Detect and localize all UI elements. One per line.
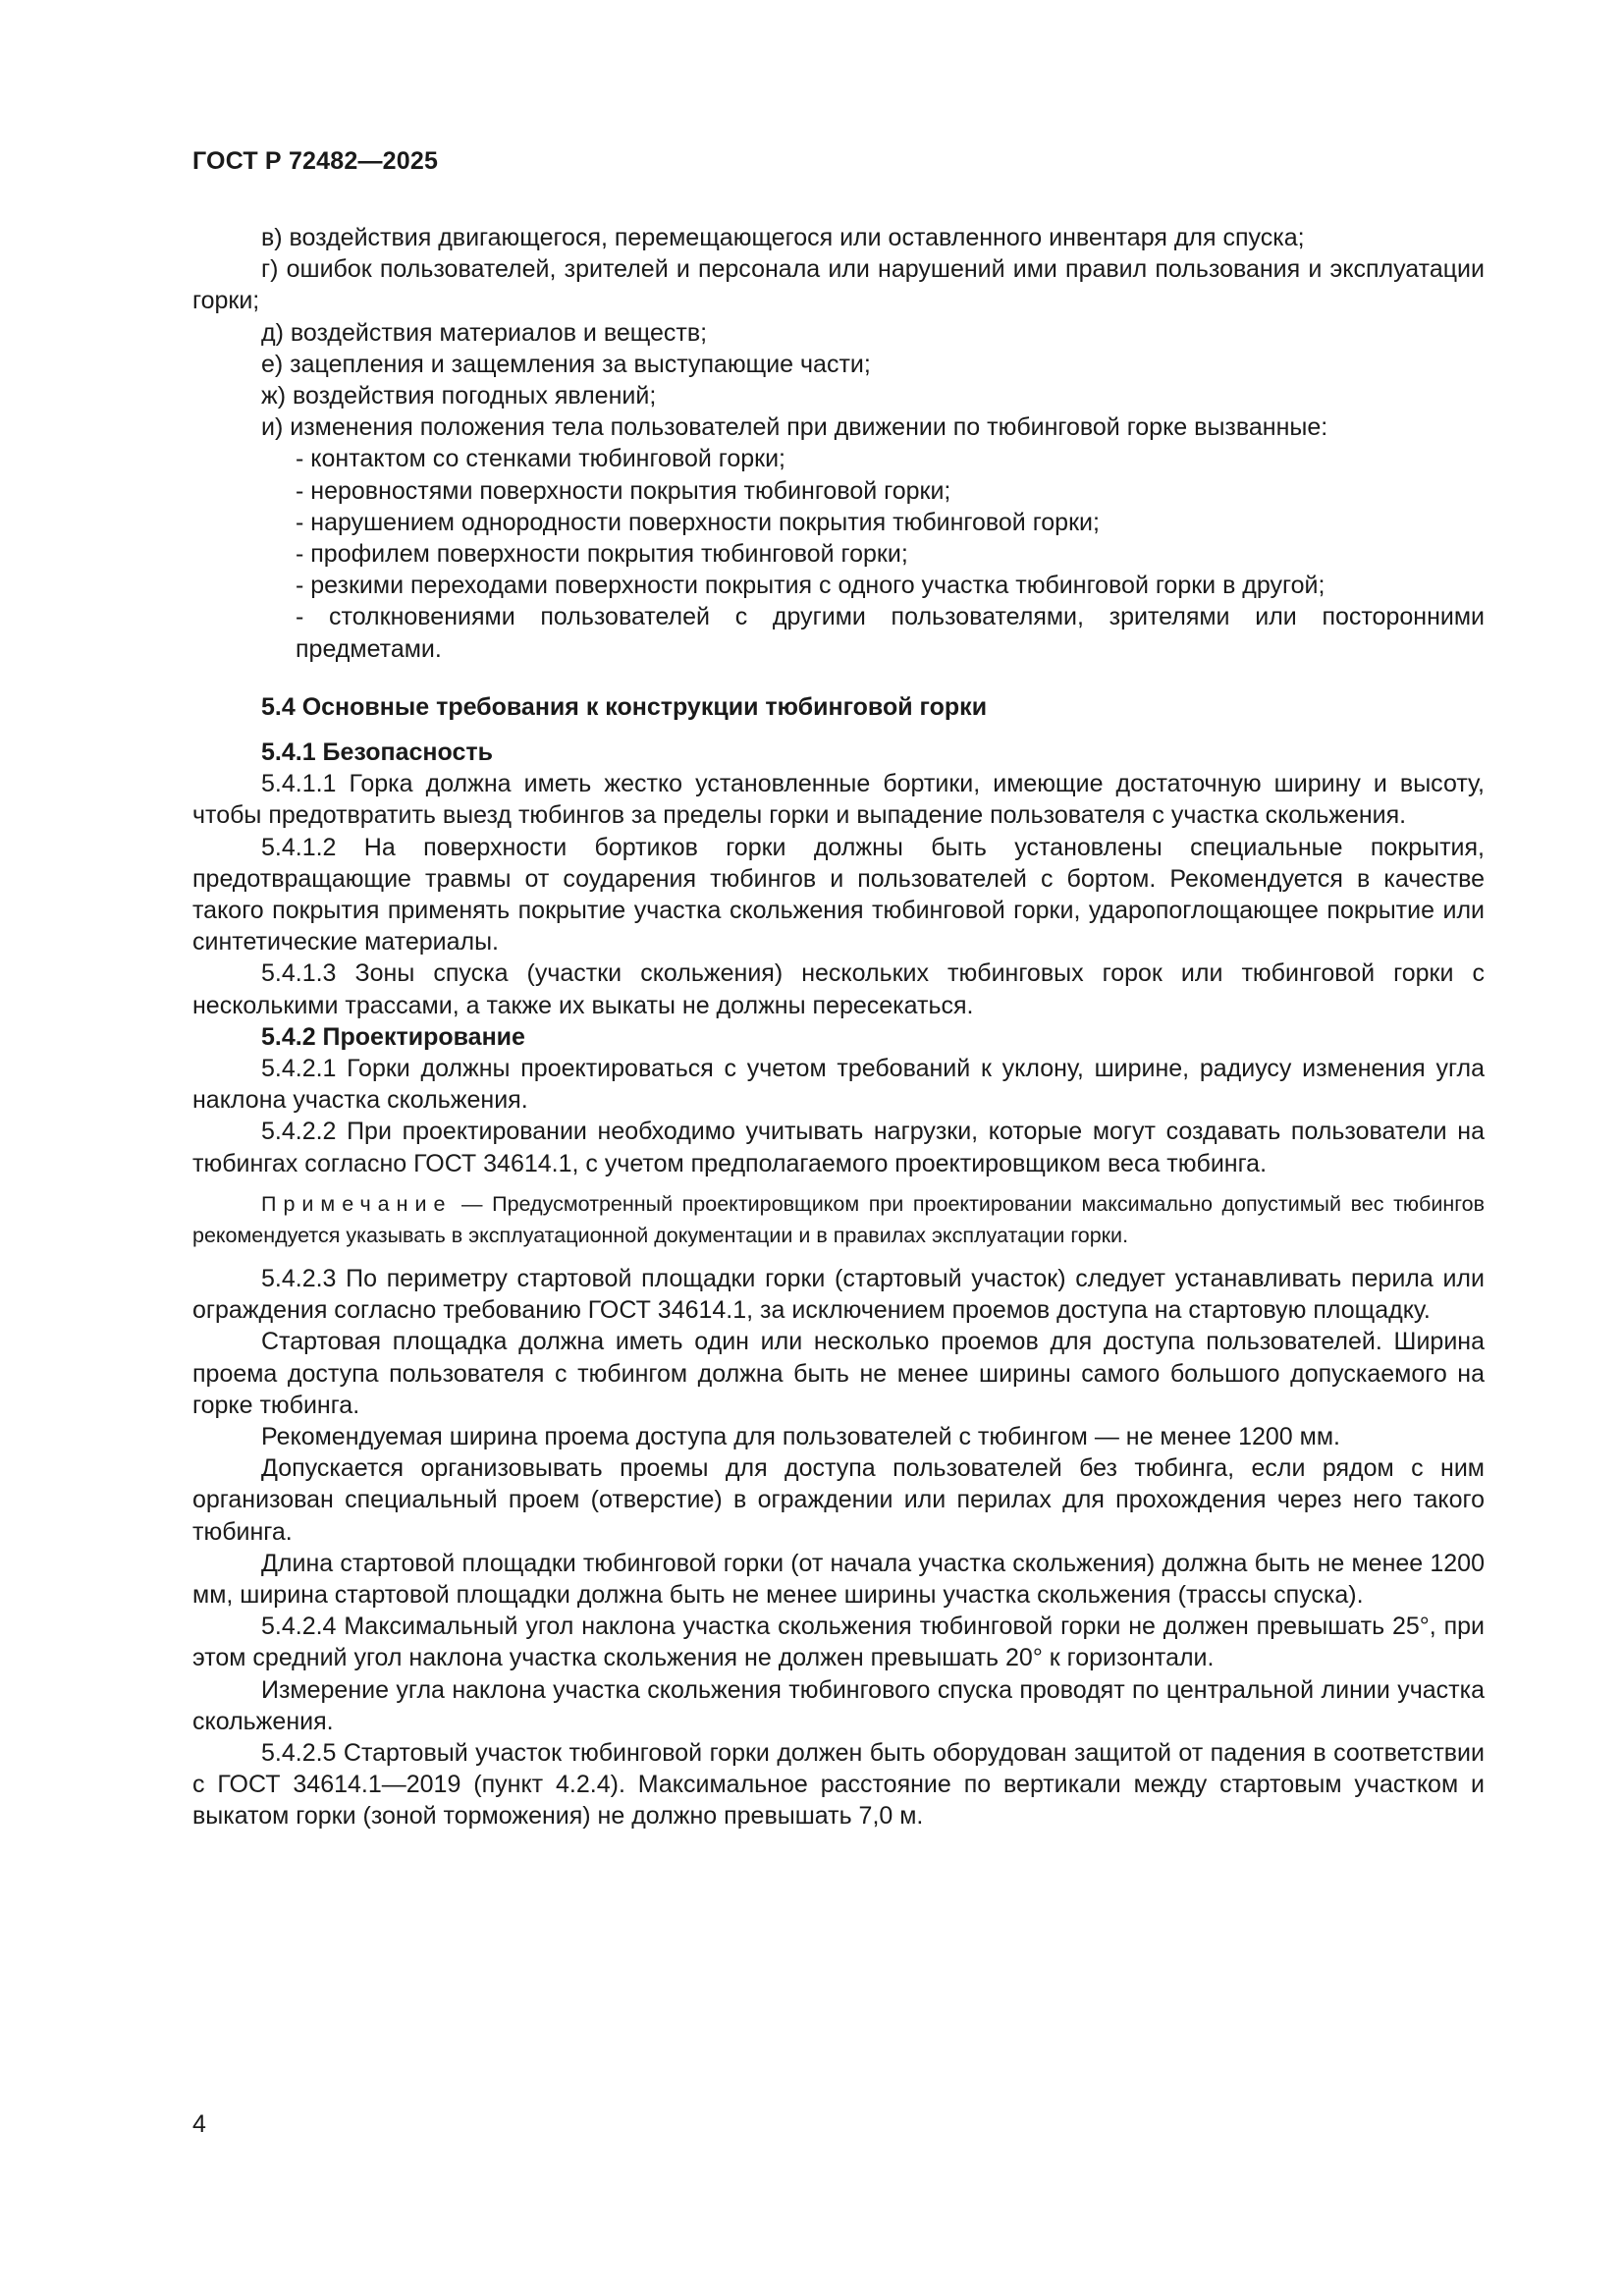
document-header: ГОСТ Р 72482—2025 xyxy=(192,147,439,175)
note-label: Примечание xyxy=(261,1191,453,1216)
paragraph: Рекомендуемая ширина проема доступа для пользователей с тюбингом — не менее 1200 мм. xyxy=(261,1422,1340,1450)
note xyxy=(192,1188,1485,1251)
dash-item: - нарушением однородности поверхности покрытия тюбинговой горки; xyxy=(296,508,1100,536)
paragraph-5-4-1-1: 5.4.1.1 Горка должна иметь жестко установленные бортики, имеющие достаточную ширину и высоту, чтобы предотвратить выезд тюбингов за пределы горки и выпадение пользователя с участка скольжения. xyxy=(192,770,1485,830)
note-text: — Предусмотренный проектировщиком при проектировании максимально допустимый вес тюбингов рекомендуется указывать в эксплуатационной документации и в правилах эксплуатации горки. xyxy=(192,1191,1485,1247)
dash-item: - контактом со стенками тюбинговой горки; xyxy=(296,445,785,473)
paragraph: Измерение угла наклона участка скольжения тюбингового спуска проводят по центральной линии участка скольжения. xyxy=(192,1675,1485,1735)
list-item-g: г) ошибок пользователей, зрителей и персонала или нарушений ими правил пользования и эксплуатации горки; xyxy=(192,255,1485,315)
section-heading-5-4-1: 5.4.1 Безопасность xyxy=(261,738,493,767)
list-item-e: е) зацепления и защемления за выступающие части; xyxy=(261,350,871,378)
paragraph-5-4-2-4: 5.4.2.4 Максимальный угол наклона участка скольжения тюбинговой горки не должен превышать 25°, при этом средний угол наклона участка скольжения не должен превышать 20° к горизонтали. xyxy=(192,1613,1485,1672)
paragraph: Длина стартовой площадки тюбинговой горки (от начала участка скольжения) должна быть не менее 1200 мм, ширина стартовой площадки должна быть не менее ширины участка скольжения (трассы спуска). xyxy=(192,1549,1485,1609)
list-item-i: и) изменения положения тела пользователей при движении по тюбинговой горке вызванные: xyxy=(261,413,1328,442)
dash-item: - резкими переходами поверхности покрытия с одного участка тюбинговой горки в другой; xyxy=(296,572,1325,600)
dash-item: - неровностями поверхности покрытия тюбинговой горки; xyxy=(296,476,951,505)
section-heading-5-4: 5.4 Основные требования к конструкции тюбинговой горки xyxy=(261,692,988,721)
paragraph: Допускается организовывать проемы для доступа пользователей без тюбинга, если рядом с ним организован специальный проем (отверстие) в ограждении или перилах для прохождения через него такого тюбинга. xyxy=(192,1454,1485,1546)
paragraph-5-4-1-2: 5.4.1.2 На поверхности бортиков горки должны быть установлены специальные покрытия, предотвращающие травмы от соударения тюбингов и пользователей с бортом. Рекомендуется в качестве такого покрытия применять покрытие участка скольжения тюбинговой горки, ударопоглощающее покрытие или синтетические материалы. xyxy=(192,833,1485,957)
paragraph-5-4-2-5: 5.4.2.5 Стартовый участок тюбинговой горки должен быть оборудован защитой от падения в соответствии с ГОСТ 34614.1—2019 (пункт 4.2.4). Максимальное расстояние по вертикали между стартовым участком и выкатом горки (зоной торможения) не должно превышать 7,0 м. xyxy=(192,1738,1485,1831)
document-body xyxy=(192,222,1485,1832)
paragraph-5-4-2-1: 5.4.2.1 Горки должны проектироваться с учетом требований к уклону, ширине, радиусу изменения угла наклона участка скольжения. xyxy=(192,1055,1485,1115)
list-item-zh: ж) воздействия погодных явлений; xyxy=(261,382,657,410)
list-item-v: в) воздействия двигающегося, перемещающегося или оставленного инвентаря для спуска; xyxy=(261,224,1305,251)
section-heading-5-4-2: 5.4.2 Проектирование xyxy=(261,1022,525,1051)
paragraph-5-4-2-2: 5.4.2.2 При проектировании необходимо учитывать нагрузки, которые могут создавать пользователи на тюбингах согласно ГОСТ 34614.1, с учетом предполагаемого проектировщиком веса тюбинга. xyxy=(192,1118,1485,1177)
paragraph-5-4-2-3: 5.4.2.3 По периметру стартовой площадки горки (стартовый участок) следует устанавливать перила или ограждения согласно требованию ГОСТ 34614.1, за исключением проемов доступа на стартовую площадку. xyxy=(192,1264,1485,1325)
paragraph-5-4-1-3: 5.4.1.3 Зоны спуска (участки скольжения) нескольких тюбинговых горок или тюбинговой горки с несколькими трассами, а также их выкаты не должны пересекаться. xyxy=(192,959,1485,1019)
page-number: 4 xyxy=(192,2110,206,2138)
list-item-d: д) воздействия материалов и веществ; xyxy=(261,318,708,347)
dash-item: - профилем поверхности покрытия тюбинговой горки; xyxy=(296,540,908,569)
dash-item: - столкновениями пользователей с другими пользователями, зрителями или посторонними предметами. xyxy=(296,603,1485,663)
paragraph: Стартовая площадка должна иметь один или несколько проемов для доступа пользователей. Ширина проема доступа пользователя с тюбингом должна быть не менее ширины самого большого допускаемого на горке тюбинга. xyxy=(192,1328,1485,1419)
